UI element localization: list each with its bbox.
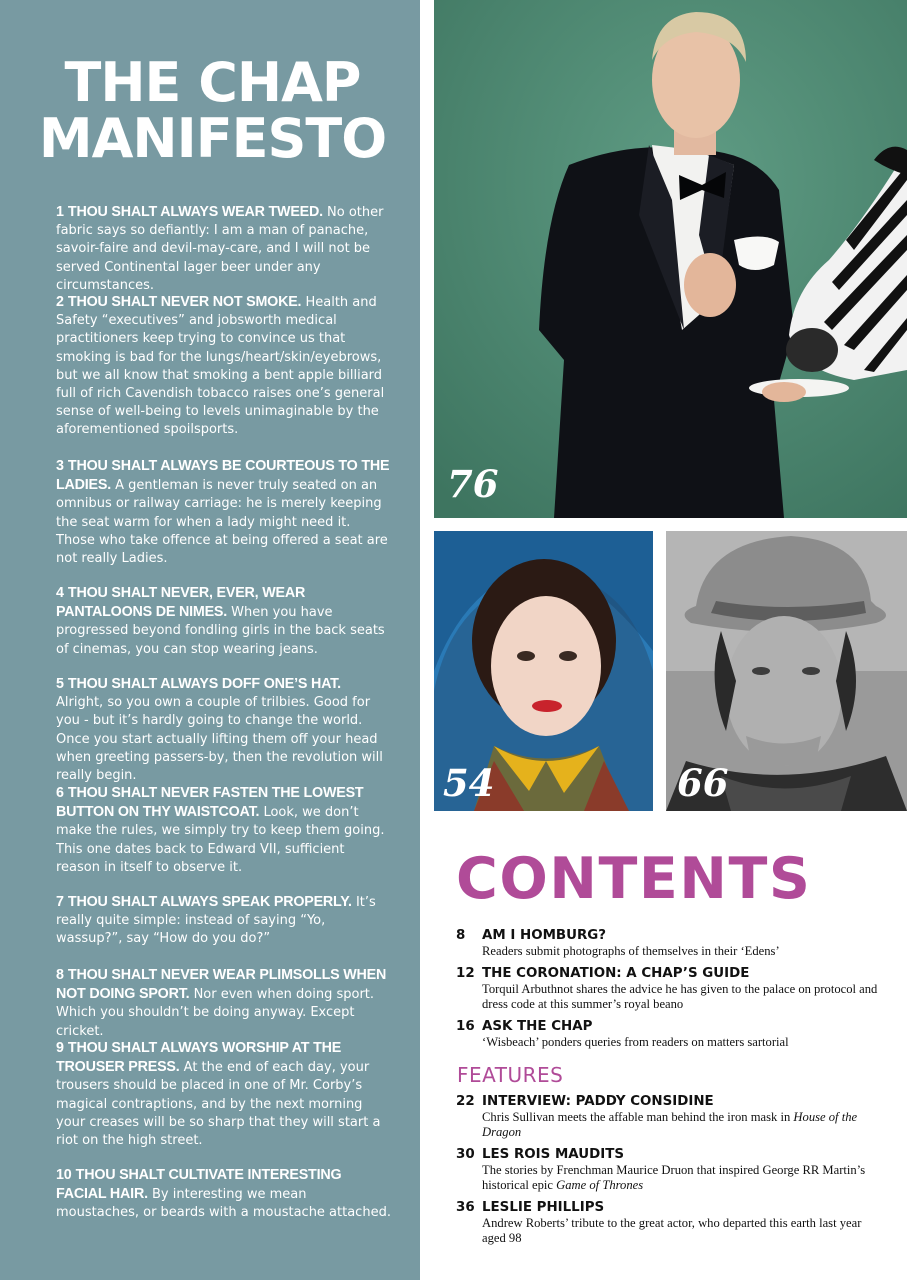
entry-page: 36	[456, 1200, 475, 1215]
manifesto-rule-9: 9 THOU SHALT ALWAYS WORSHIP AT THE TROUSER PRESS. At the end of each day, your trousers should be placed in one of Mr. Corby’s magical contraptions, and by the next morning your creases will be so sharp that they will start a riot on the high street.	[56, 1040, 381, 1149]
photo-man-hat-page-number: 66	[677, 761, 729, 805]
manifesto-rule-4: 4 THOU SHALT NEVER, EVER, WEAR PANTALOONS DE NIMES. When you have progressed beyond fondling girls in the back seats of cinemas, you can stop wearing jeans.	[56, 585, 385, 657]
entry-description-title: Game of Thrones	[556, 1178, 644, 1192]
manifesto-rule-2: 2 THOU SHALT NEVER NOT SMOKE. Health and Safety “executives” and jobsworth medical practitioners keep trying to convince us that smoking is bad for the lungs/heart/skin/eyebrows, but we all know that smoking a bent apple billiard full of rich Cavendish tobacco raises one’s general sense of well-being to levels unimaginable by the aforementioned spoilsports.	[56, 294, 385, 438]
entry-page: 8	[456, 928, 466, 943]
manifesto-rule-6: 6 THOU SHALT NEVER FASTEN THE LOWEST BUTTON ON THY WAISTCOAT. Look, we don’t make the rules, we simply try to keep them going. This one dates back to Edward VII, sufficient reason in itself to observe it.	[56, 785, 385, 875]
manifesto-rule-8: 8 THOU SHALT NEVER WEAR PLIMSOLLS WHEN NOT DOING SPORT. Nor even when doing sport. Which you shouldn’t be doing anyway. Except cricket.	[56, 967, 387, 1039]
entry-description: ‘Wisbeach’ ponders queries from readers on matters sartorial	[482, 1035, 789, 1049]
manifesto-rule-5: 5 THOU SHALT ALWAYS DOFF ONE’S HAT. Alright, so you own a couple of trilbies. Good for you - but it’s hardly going to change the world. Once you start actually lifting them off your head when greeting passers-by, then the revolution will really begin.	[56, 676, 383, 784]
contents-title: CONTENTS	[456, 846, 812, 912]
entry-title: THE CORONATION: A CHAP’S GUIDE	[482, 966, 750, 981]
entry-title: ASK THE CHAP	[482, 1019, 593, 1034]
main-photo-image	[434, 0, 907, 518]
entry-description: Torquil Arbuthnot shares the advice he has given to the palace on protocol and dress code at this summer’s royal beano	[482, 982, 878, 1011]
entry-page: 30	[456, 1147, 475, 1162]
entry-description: The stories by Frenchman Maurice Druon that inspired George RR Martin’s historical epic Game of Thrones	[482, 1163, 866, 1192]
features-entry[interactable]	[456, 1200, 886, 1246]
entry-title: LESLIE PHILLIPS	[482, 1200, 605, 1215]
entry-description-title: House of the Dragon	[482, 1110, 858, 1139]
entry-title: INTERVIEW: PADDY CONSIDINE	[482, 1094, 714, 1109]
photo-woman-page-number: 54	[443, 761, 495, 805]
contents-entry[interactable]	[456, 1019, 886, 1050]
features-entry[interactable]	[456, 1094, 886, 1140]
entry-title: AM I HOMBURG?	[482, 928, 607, 943]
manifesto-rule-7: 7 THOU SHALT ALWAYS SPEAK PROPERLY. It’s really quite simple: instead of saying “Yo, wassup?”, say “How do you do?”	[56, 894, 376, 947]
photo-man-hat[interactable]	[666, 531, 907, 811]
entry-description: Readers submit photographs of themselves in their ‘Edens’	[482, 944, 780, 958]
manifesto-panel	[0, 0, 420, 1280]
main-photo[interactable]	[434, 0, 907, 518]
photo-woman[interactable]	[434, 531, 653, 811]
manifesto-rule-3: 3 THOU SHALT ALWAYS BE COURTEOUS TO THE LADIES. A gentleman is never truly seated on an omnibus or railway carriage: he is merely keeping the seat warm for when a lady might need it. Those who take offence at being offered a seat are not really Ladies.	[56, 458, 390, 567]
manifesto-title-line-2: MANIFESTO	[38, 107, 387, 170]
manifesto-rule-1: 1 THOU SHALT ALWAYS WEAR TWEED. No other fabric says so defiantly: I am a man of panache, savoir-faire and devil-may-care, and I will not be served Continental lager beer under any circumstances.	[56, 204, 384, 293]
entry-description: Andrew Roberts’ tribute to the great actor, who departed this earth last year aged 98	[482, 1216, 862, 1245]
manifesto-rule-10: 10 THOU SHALT CULTIVATE INTERESTING FACIAL HAIR. By interesting we mean moustaches, or beards with a moustache attached.	[56, 1167, 391, 1221]
entry-page: 12	[456, 966, 475, 981]
manifesto-title	[20, 51, 405, 170]
entry-description: Chris Sullivan meets the affable man behind the iron mask in House of the Dragon	[482, 1110, 858, 1139]
manifesto-title-line-1: THE CHAP	[64, 51, 361, 114]
contents-entry[interactable]	[456, 966, 886, 1012]
features-title: FEATURES	[457, 1063, 564, 1087]
entry-title: LES ROIS MAUDITS	[482, 1147, 624, 1162]
entry-page: 22	[456, 1094, 475, 1109]
features-entry[interactable]	[456, 1147, 886, 1193]
entry-page: 16	[456, 1019, 475, 1034]
main-photo-page-number: 76	[447, 462, 499, 506]
contents-entry[interactable]	[456, 928, 886, 959]
